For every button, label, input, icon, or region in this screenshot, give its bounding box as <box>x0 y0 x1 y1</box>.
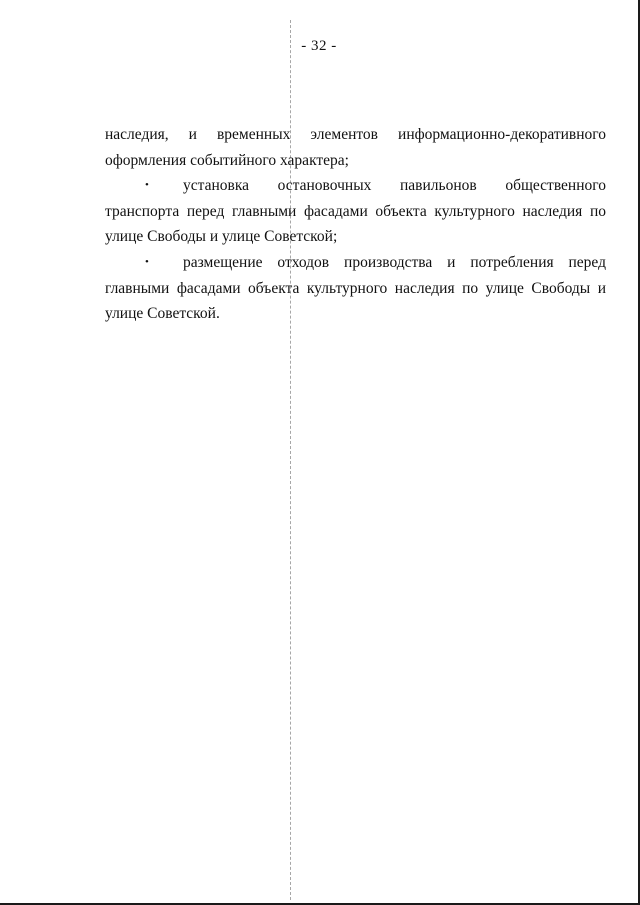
bullet-icon: • <box>145 179 149 192</box>
paragraph-continuation: наследия, и временных элементов информационно-декоративного оформления событийного характера; <box>105 126 606 169</box>
bullet-item-bus-stops <box>105 173 606 250</box>
bullet-item-waste <box>105 250 606 327</box>
page-number: - 32 - <box>301 38 337 54</box>
bullet-text: установка остановочных павильонов общественного транспорта перед главными фасадами объекта культурного наследия по улице Свободы и улице Советской; <box>105 177 606 246</box>
document-body <box>105 122 606 327</box>
bullet-text: размещение отходов производства и потребления перед главными фасадами объекта культурного наследия по улице Свободы и улице Советской. <box>105 253 606 323</box>
bullet-icon: • <box>145 255 149 268</box>
